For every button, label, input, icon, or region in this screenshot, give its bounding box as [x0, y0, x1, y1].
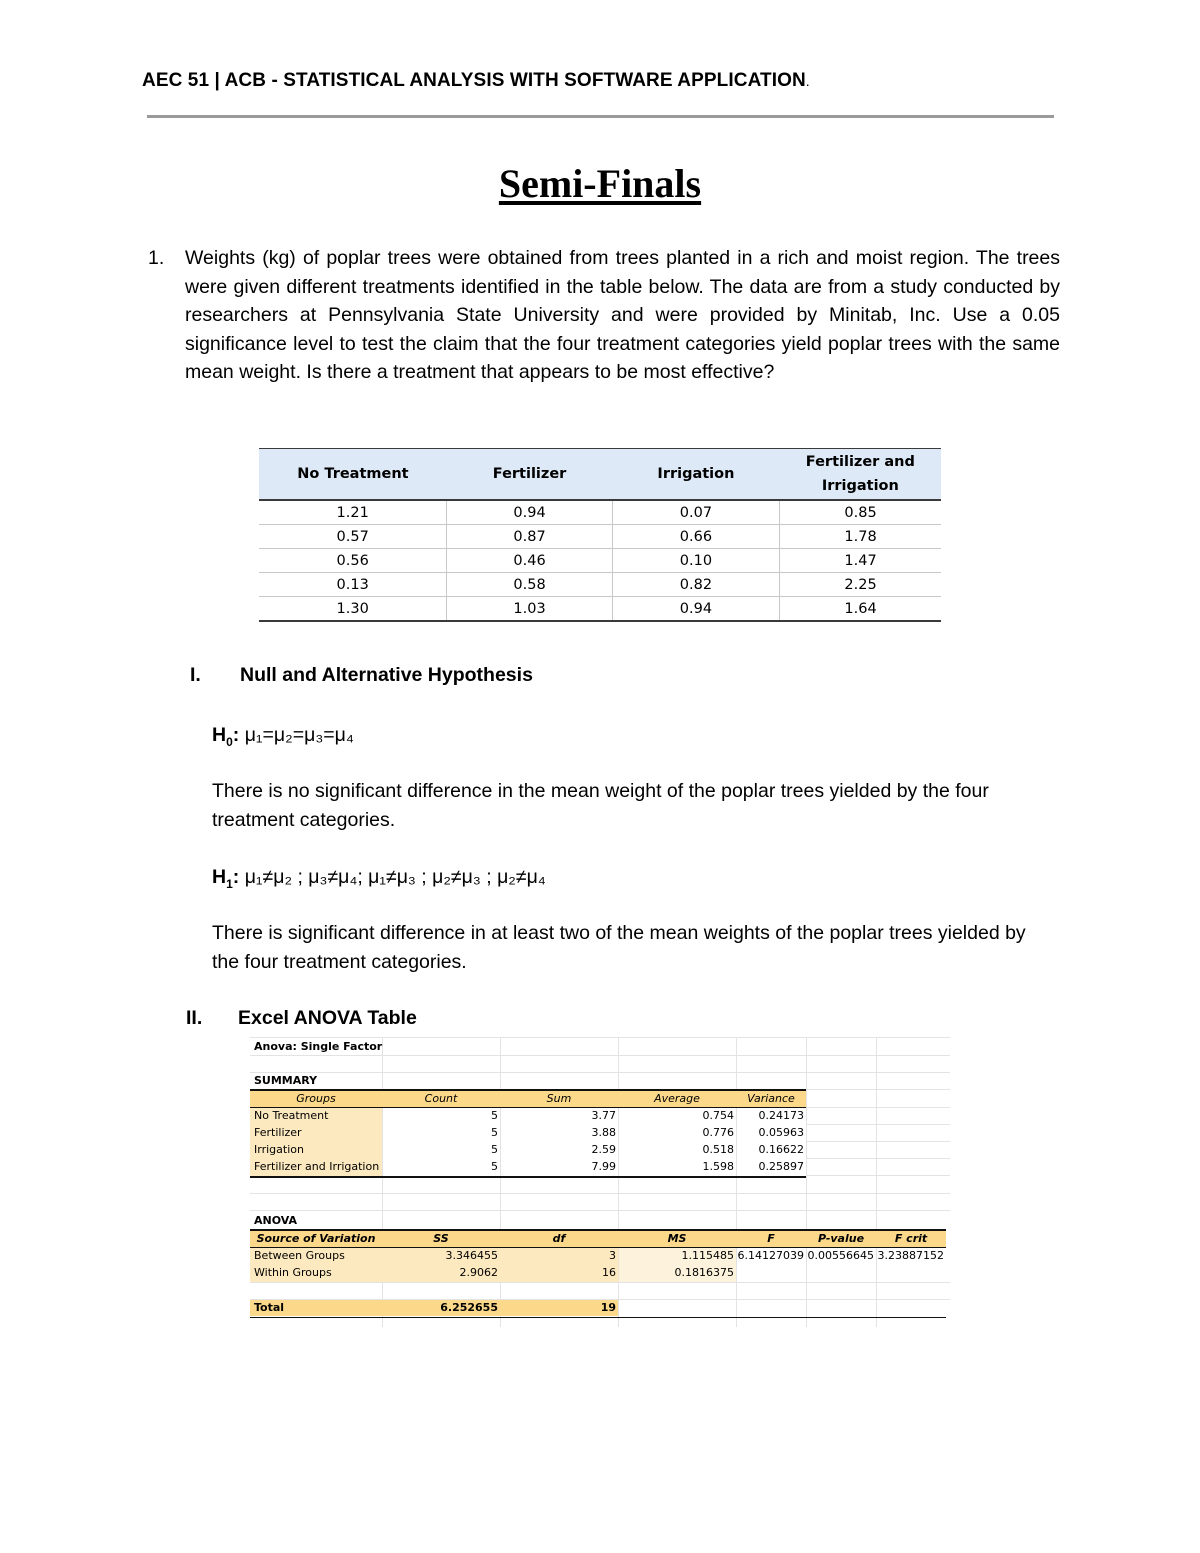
anova-f: 6.14127039	[737, 1249, 804, 1262]
col-header-fertilizer-irrigation: Fertilizer and Irrigation	[780, 449, 941, 501]
summary-count: 5	[491, 1160, 498, 1173]
h0-label: H	[212, 724, 227, 746]
question-text: Weights (kg) of poplar trees were obtained from trees planted in a rich and moist region. The trees were given different treatments identified in the table below. The data are from a study conducted by researchers at Pennsylvania State University and were provided by Minitab, Inc. Use a 0.05 significance level to test the claim that the four treatment categories yield poplar trees with the same mean weight. Is there a treatment that appears to be most effective?	[185, 247, 1060, 384]
poplar-weights-table	[259, 448, 941, 622]
table-cell: 0.94	[612, 597, 779, 622]
summary-count: 5	[491, 1109, 498, 1122]
table-row	[259, 549, 941, 573]
header-dot: .	[805, 73, 810, 89]
table-cell: 0.82	[612, 573, 779, 597]
table-cell: 0.66	[612, 525, 779, 549]
table-cell: 0.13	[259, 573, 447, 597]
section-2-label: Excel ANOVA Table	[238, 1007, 417, 1029]
table-cell: 0.10	[612, 549, 779, 573]
anova-sheet	[250, 1037, 950, 1327]
section-1-number: I.	[190, 664, 201, 686]
table-cell: 1.21	[259, 500, 447, 525]
summary-sum: 2.59	[591, 1143, 616, 1156]
anova-ms: 0.1816375	[674, 1266, 734, 1279]
summary-average: 1.598	[702, 1160, 734, 1173]
anova-header: SS	[433, 1232, 449, 1245]
table-cell: 1.03	[447, 597, 612, 622]
summary-header: Average	[654, 1092, 700, 1105]
table-cell: 1.30	[259, 597, 447, 622]
summary-group: No Treatment	[254, 1109, 329, 1122]
h0-subscript: 0	[226, 734, 233, 749]
null-hypothesis	[212, 724, 354, 749]
h1-expression: μ₁≠μ₂ ; μ₃≠μ₄; μ₁≠μ₃ ; μ₂≠μ₃ ; μ₂≠μ₄	[239, 866, 546, 888]
summary-sum: 3.77	[591, 1109, 616, 1122]
anova-ss: 2.9062	[459, 1266, 498, 1279]
document-header	[142, 70, 810, 92]
h0-colon: :	[232, 724, 240, 746]
anova-df: 16	[602, 1266, 616, 1279]
summary-variance: 0.16622	[758, 1143, 804, 1156]
anova-header: F	[767, 1232, 775, 1245]
table-row	[259, 525, 941, 549]
table-header-row	[259, 449, 941, 501]
section-2-number: II.	[186, 1007, 203, 1029]
table-row	[259, 597, 941, 622]
summary-group: Irrigation	[254, 1143, 304, 1156]
table-row	[259, 573, 941, 597]
anova-ss: 3.346455	[445, 1249, 498, 1262]
summary-variance: 0.24173	[758, 1109, 804, 1122]
table-cell: 2.25	[780, 573, 941, 597]
summary-sum: 3.88	[591, 1126, 616, 1139]
anova-p-value: 0.00556645	[807, 1249, 874, 1262]
anova-source: Within Groups	[254, 1266, 332, 1279]
anova-f-crit: 3.23887152	[877, 1249, 944, 1262]
h0-expression: μ₁=μ₂=μ₃=μ₄	[239, 724, 354, 746]
anova-ms: 1.115485	[681, 1249, 734, 1262]
summary-header: Sum	[546, 1092, 572, 1105]
summary-variance: 0.05963	[758, 1126, 804, 1139]
table-cell: 1.47	[780, 549, 941, 573]
summary-count: 5	[491, 1126, 498, 1139]
anova-header: MS	[667, 1232, 687, 1245]
summary-average: 0.754	[702, 1109, 734, 1122]
col-header-irrigation: Irrigation	[612, 449, 779, 501]
total-ss: 6.252655	[440, 1301, 498, 1314]
table-cell: 0.56	[259, 549, 447, 573]
question-number: 1.	[148, 247, 165, 269]
summary-average: 0.776	[702, 1126, 734, 1139]
summary-average: 0.518	[702, 1143, 734, 1156]
table-row	[259, 500, 941, 525]
anova-header: F crit	[894, 1232, 928, 1245]
summary-group: Fertilizer	[254, 1126, 302, 1139]
total-label: Total	[254, 1301, 285, 1314]
summary-sum: 7.99	[591, 1160, 616, 1173]
question-1	[148, 244, 1060, 387]
summary-variance: 0.25897	[758, 1160, 804, 1173]
h1-subscript: 1	[226, 876, 233, 891]
total-df: 19	[600, 1301, 616, 1314]
col-header-fertilizer: Fertilizer	[447, 449, 612, 501]
table-cell: 1.64	[780, 597, 941, 622]
summary-count: 5	[491, 1143, 498, 1156]
h1-description: There is significant difference in at least two of the mean weights of the poplar trees yielded by the four treatment categories.	[212, 922, 1026, 973]
section-1-label: Null and Alternative Hypothesis	[240, 664, 533, 686]
header-text: AEC 51 | ACB - STATISTICAL ANALYSIS WITH SOFTWARE APPLICATION	[142, 70, 806, 91]
table-cell: 0.87	[447, 525, 612, 549]
table-cell: 0.07	[612, 500, 779, 525]
summary-header: Count	[424, 1092, 458, 1105]
h0-description: There is no significant difference in the mean weight of the poplar trees yielded by the four treatment categories.	[212, 780, 989, 831]
anova-label: ANOVA	[254, 1214, 298, 1227]
anova-header: P-value	[817, 1232, 865, 1245]
table-cell: 0.85	[780, 500, 941, 525]
col-header-no-treatment: No Treatment	[259, 449, 447, 501]
header-divider	[147, 115, 1054, 118]
summary-header: Groups	[296, 1092, 336, 1105]
anova-header: df	[552, 1232, 566, 1245]
table-cell: 0.58	[447, 573, 612, 597]
page-title: Semi-Finals	[498, 161, 702, 206]
summary-label: SUMMARY	[254, 1074, 318, 1087]
summary-header: Variance	[747, 1092, 795, 1105]
anova-source: Between Groups	[254, 1249, 345, 1262]
anova-df: 3	[609, 1249, 616, 1262]
h1-colon: :	[232, 866, 240, 888]
table-cell: 0.46	[447, 549, 612, 573]
summary-group: Fertilizer and Irrigation	[254, 1160, 380, 1173]
table-cell: 0.57	[259, 525, 447, 549]
h1-label: H	[212, 866, 227, 888]
table-cell: 0.94	[447, 500, 612, 525]
sheet-title: Anova: Single Factor	[254, 1040, 383, 1053]
anova-header: Source of Variation	[256, 1232, 376, 1245]
alternative-hypothesis	[212, 866, 546, 891]
table-cell: 1.78	[780, 525, 941, 549]
